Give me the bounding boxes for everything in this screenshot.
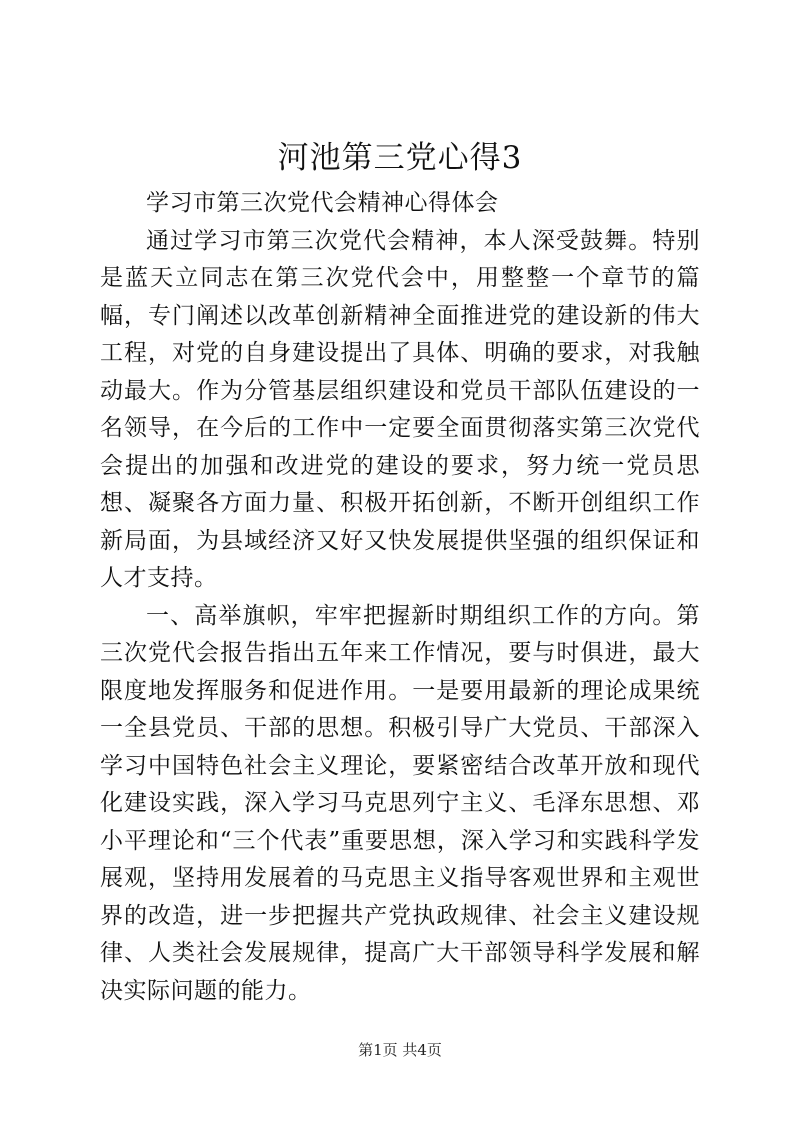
body-paragraph-1: 通过学习市第三次党代会精神，本人深受鼓舞。特别是蓝天立同志在第三次党代会中，用整整一个章节的篇幅，专门阐述以改革创新精神全面推进党的建设新的伟大工程，对党的自身建设提出了具体、明确的要求，对我触动最大。作为分管基层组织建设和党员干部队伍建设的一名领导，在今后的工作中一定要全面贯彻落实第三次党代会提出的加强和改进党的建设的要求，努力统一党员思想、凝聚各方面力量、积极开拓创新，不断开创组织工作新局面，为县域经济又好又快发展提供坚强的组织保证和人才支持。 [100,227,700,591]
document-body [100,185,700,1010]
page-number-footer: 第1页 共4页 [358,1041,442,1059]
document-title: 河池第三党心得3 [277,140,523,176]
body-paragraph-2: 一、高举旗帜，牢牢把握新时期组织工作的方向。第三次党代会报告指出五年来工作情况，要与时俱进，最大限度地发挥服务和促进作用。一是要用最新的理论成果统一全县党员、干部的思想。积极引导广大党员、干部深入学习中国特色社会主义理论，要紧密结合改革开放和现代化建设实践，深入学习马克思列宁主义、毛泽东思想、邓小平理论和“三个代表”重要思想，深入学习和实践科学发展观，坚持用发展着的马克思主义指导客观世界和主观世界的改造，进一步把握共产党执政规律、社会主义建设规律、人类社会发展规律，提高广大干部领导科学发展和解决实际问题的能力。 [100,602,700,1004]
document-subtitle: 学习市第三次党代会精神心得体会 [146,190,499,216]
